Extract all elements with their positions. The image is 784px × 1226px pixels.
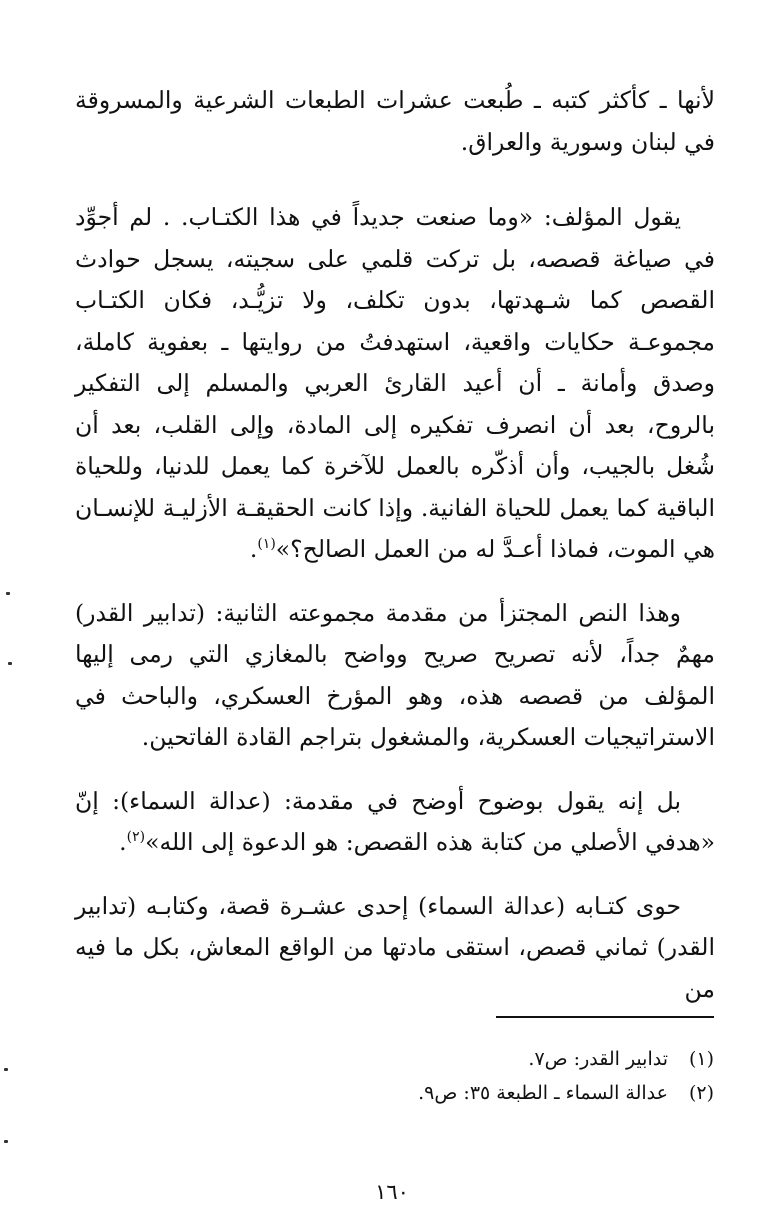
footnote-ref-1[interactable]: (١) <box>257 536 276 553</box>
paragraph-1 <box>75 80 715 163</box>
paragraph-4-text: بل إنه يقول بوضوح أوضح في مقدمة: (عدالة السماء): إنّ «هدفي الأصلي من كتابة هذه القصص: هو الدعوة إلى الله» <box>75 786 715 856</box>
paragraph-4 <box>75 781 715 864</box>
page-body <box>75 80 715 1010</box>
footnote-1-number: (١) <box>688 1048 714 1070</box>
paragraph-3-text: وهذا النص المجتزأ من مقدمة مجموعته الثانية: (تدابير القدر) مهمٌ جداً، لأنه تصريح صريح وواضح بالمغازي التي رمى إليها المؤلف من قصصه هذه، وهو المؤرخ العسكري، والباحث في الاستراتيجيات العسكرية، والمشغول بتراجم القادة الفاتحين. <box>75 598 715 751</box>
footnote-2-text: عدالة السماء ـ الطبعة ٣٥: ص٩. <box>418 1082 668 1104</box>
footnote-1-text: تدابير القدر: ص٧. <box>528 1048 668 1070</box>
paragraph-4-end: . <box>119 828 127 856</box>
paragraph-3 <box>75 593 715 759</box>
footnote-2 <box>74 1076 714 1110</box>
footnote-separator <box>496 1016 714 1018</box>
scan-speck <box>8 662 12 665</box>
footnotes <box>74 1042 714 1110</box>
paragraph-5-text: حوى كتـابه (عدالة السماء) إحدى عشـرة قصة، وكتابـه (تدابير القدر) ثماني قصص، استقى مادتها من الواقع المعاش، بكل ما فيه من <box>75 891 715 1003</box>
paragraph-1-text: لأنها ـ كأكثر كتبه ـ طُبعت عشرات الطبعات الشرعية والمسروقة في لبنان وسورية والعراق. <box>75 86 715 156</box>
scan-speck <box>6 592 10 595</box>
paragraph-2 <box>75 197 715 571</box>
page-number: ١٦٠ <box>375 1180 409 1204</box>
paragraph-2-end: . <box>249 535 258 563</box>
scan-speck <box>4 1068 8 1071</box>
paragraph-5 <box>75 886 715 1011</box>
footnote-2-number: (٢) <box>688 1082 714 1104</box>
paragraph-2-text: يقول المؤلف: «وما صنعت جديداً في هذا الكتـاب. . لم أجوِّد في صياغة قصصه، بل تركت قلمي على سجيته، يسجل حوادث القصص كما شـهدتها، بدون تكلف، ولا تزيُّـد، فكان الكتـاب مجموعـة حكايات واقعية، استهدفتُ من روايتها ـ بعفوية كاملة، وصدق وأمانة ـ أن أعيد القارئ العربي والمسلم إلى التفكير بالروح، بعد أن انصرف تفكيره إلى المادة، وإلى القلب، بعد أن شُغل بالجيب، وأن أذكّره بالعمل للآخرة كما يعمل للدنيا، وللحياة الباقية كما يعمل للحياة الفانية. وإذا كانت الحقيقـة الأزليـة للإنسـان هي الموت، فماذا أعـدَّ له من العمل الصالح؟» <box>75 203 715 563</box>
footnote-1 <box>74 1042 714 1076</box>
footnote-ref-2[interactable]: (٢) <box>126 829 146 846</box>
scan-speck <box>4 1140 8 1143</box>
